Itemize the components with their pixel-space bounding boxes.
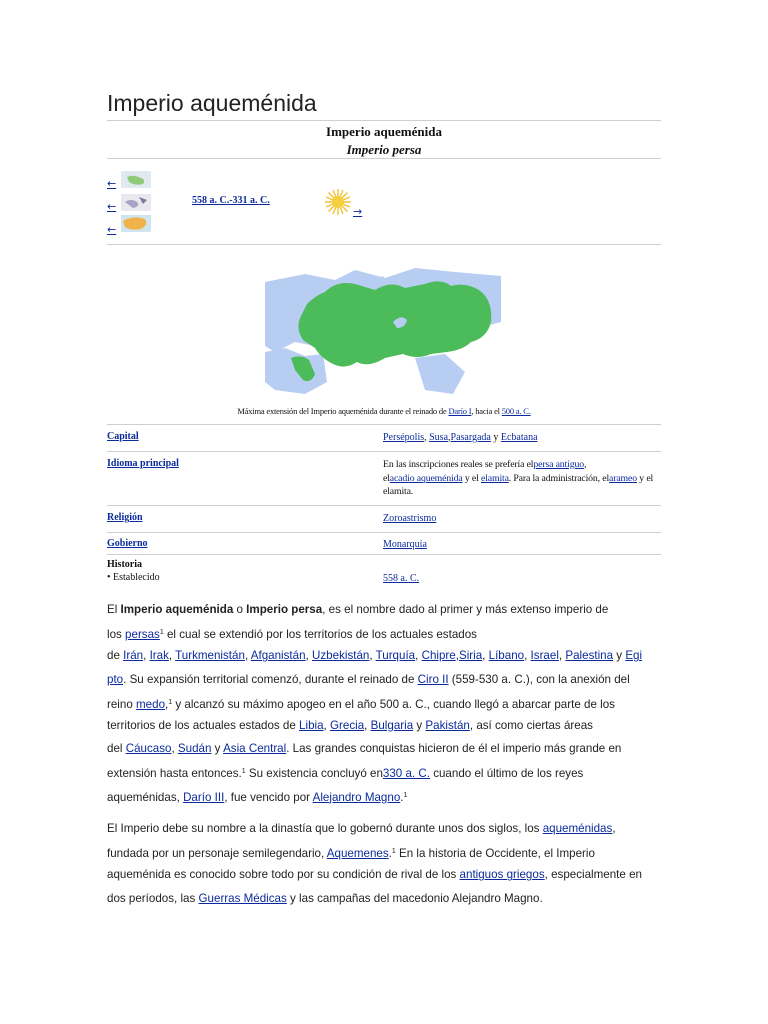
ciro-ii-link[interactable]: Ciro II (417, 672, 449, 686)
gobierno-label[interactable]: Gobierno (107, 538, 148, 549)
arameo-link[interactable]: arameo (609, 472, 637, 484)
establecido-label: • Establecido (107, 572, 160, 583)
aquemenidas-link[interactable]: aqueménidas (542, 822, 613, 835)
sudan-link[interactable]: Sudán (177, 742, 212, 756)
text-line: pto. Su expansión territorial comenzó, durante el reinado de Ciro II (559-530 a. C.), con la anexión del (107, 672, 630, 686)
text-line: aqueménida es conocido sobre todo por su condición de rival de los antiguos griegos, especialmente en (107, 868, 642, 882)
330-ac-link[interactable]: 330 a. C. (382, 767, 430, 781)
text-line: extensión hasta entonces.$^1$ Su existencia concluyó en330 a. C. cuando el último de los reyes (107, 767, 584, 781)
medo-link[interactable]: medo (136, 697, 166, 711)
alejandro-magno-link[interactable]: Alejandro Magno (312, 790, 401, 804)
infobox-divider (107, 532, 661, 533)
elamita-link[interactable]: elamita (481, 472, 509, 484)
page-title: Imperio aqueménida (107, 90, 317, 116)
asia-central-link[interactable]: Asia Central (223, 742, 287, 756)
irak-link[interactable]: Irak (149, 649, 169, 663)
infobox-divider (107, 158, 661, 159)
558-ac-link[interactable]: 558 a. C. (383, 573, 420, 584)
egipto-link[interactable]: pto (107, 672, 124, 686)
empire-map[interactable] (265, 262, 501, 402)
predecessor-flag-1[interactable] (121, 171, 151, 188)
caucaso-link[interactable]: Cáucaso (125, 742, 172, 756)
predecessor-flag-3[interactable] (121, 215, 151, 232)
religion-label[interactable]: Religión (107, 512, 143, 523)
infobox-divider (107, 244, 661, 245)
bulgaria-link[interactable]: Bulgaria (370, 718, 414, 732)
infobox-subtitle: Imperio persa (346, 142, 422, 157)
acadio-link[interactable]: acadio aqueménida (389, 472, 463, 484)
paragraph-2 (107, 817, 661, 910)
turkmenistan-link[interactable]: Turkmenistán (175, 649, 245, 663)
aquemenes-link[interactable]: Aquemenes (326, 847, 389, 861)
israel-link[interactable]: Israel (530, 649, 559, 663)
capital-label[interactable]: Capital (107, 431, 139, 442)
guerras-medicas-link[interactable]: Guerras Médicas (198, 891, 287, 905)
text-line: reino medo,$^1$ y alcanzó su máximo apogeo en el año 500 a. C., cuando llegó a abarcar parte de los (107, 697, 615, 711)
libano-link[interactable]: Líbano (488, 649, 525, 663)
successor-link[interactable]: → (353, 205, 363, 218)
pakistan-link[interactable]: Pakistán (425, 718, 470, 732)
gobierno-value (383, 538, 661, 552)
dario-iii-link[interactable]: Darío III (183, 790, 225, 804)
500-ac-link[interactable]: 500 a. C. (501, 406, 531, 416)
capital-value: Persépolis, Susa,Pasargada y Ecbatana (383, 432, 538, 443)
infobox-divider (107, 451, 661, 452)
text-line: El Imperio aqueménida o Imperio persa, es el nombre dado al primer y más extenso imperio de (107, 603, 609, 616)
map-caption: Máxima extensión del Imperio aqueménida durante el reinado de Darío I, hacia el 500 a. C. (237, 406, 531, 416)
historia-label: Historia (107, 559, 142, 570)
text-line: los persas$^1$ el cual se extendió por los territorios de los actuales estados (107, 628, 477, 642)
idioma-value: En las inscripciones reales se prefería elpersa antiguo, elacadio aqueménida y el elamita. Para la administración, elarameo y el elamita. (383, 459, 654, 497)
susa-link[interactable]: Susa (429, 432, 449, 443)
paragraph-1 (107, 598, 661, 807)
predecessor-flag-2[interactable] (121, 194, 151, 211)
chipre-link[interactable]: Chipre (421, 649, 456, 663)
text-line: El Imperio debe su nombre a la dinastía que lo gobernó durante unos dos siglos, los aqueménidas, (107, 822, 616, 835)
monarquia-link[interactable]: Monarquía (383, 539, 427, 550)
persas-link[interactable]: persas (125, 628, 160, 642)
libia-link[interactable]: Libia (299, 718, 324, 732)
antiguos-griegos-link[interactable]: antiguos griegos (459, 868, 545, 882)
text-line: territorios de los actuales estados de Libia, Grecia, Bulgaria y Pakistán, así como ciertas áreas (107, 718, 593, 732)
infobox-divider (107, 554, 661, 555)
ecbatana-link[interactable]: Ecbatana (500, 432, 538, 443)
palestina-link[interactable]: Palestina (565, 649, 614, 663)
text-line: fundada por un personaje semilegendario, Aquemenes.$^1$ En la historia de Occidente, el Imperio (107, 847, 595, 861)
text-line: del Cáucaso, Sudán y Asia Central. Las grandes conquistas hicieron de él el imperio más grande en (107, 742, 622, 756)
turquia-link[interactable]: Turquía (375, 649, 416, 663)
pasargada-link[interactable]: Pasargada (450, 432, 491, 443)
title-divider (107, 120, 661, 121)
text-line: aqueménidas, Darío III, fue vencido por Alejandro Magno.$^1$ (107, 790, 408, 804)
infobox-divider (107, 505, 661, 506)
infobox-divider (107, 424, 661, 425)
predecessor-link-3[interactable]: ← (107, 223, 117, 236)
uzbekistan-link[interactable]: Uzbekistán (312, 649, 370, 663)
persa-antiguo-link[interactable]: persa antiguo (533, 459, 584, 470)
text-line: dos períodos, las Guerras Médicas y las campañas del macedonio Alejandro Magno. (107, 891, 543, 905)
predecessor-link-1[interactable]: ← (107, 177, 117, 190)
siria-link[interactable]: Siria (458, 649, 483, 663)
afganistan-link[interactable]: Afganistán (250, 649, 306, 663)
text-line: de Irán, Irak, Turkmenistán, Afganistán, Uzbekistán, Turquía, Chipre,Siria, Líbano, Israel, Palestina y Egi (107, 649, 643, 663)
zoroastrismo-link[interactable]: Zoroastrismo (383, 513, 437, 524)
empire-dates[interactable]: 558 a. C.-331 a. C. (192, 195, 270, 206)
religion-value (383, 512, 661, 526)
grecia-link[interactable]: Grecia (330, 718, 365, 732)
faravahar-sun-icon[interactable] (324, 188, 352, 216)
idioma-label[interactable]: Idioma principal (107, 458, 179, 469)
dario-i-link[interactable]: Darío I (448, 406, 472, 416)
persepolis-link[interactable]: Persépolis (383, 432, 425, 443)
egipto-link[interactable]: Egi (625, 649, 643, 663)
establecido-value (383, 572, 661, 586)
infobox-title: Imperio aqueménida (326, 124, 442, 139)
iran-link[interactable]: Irán (123, 649, 144, 663)
predecessor-link-2[interactable]: ← (107, 200, 117, 213)
